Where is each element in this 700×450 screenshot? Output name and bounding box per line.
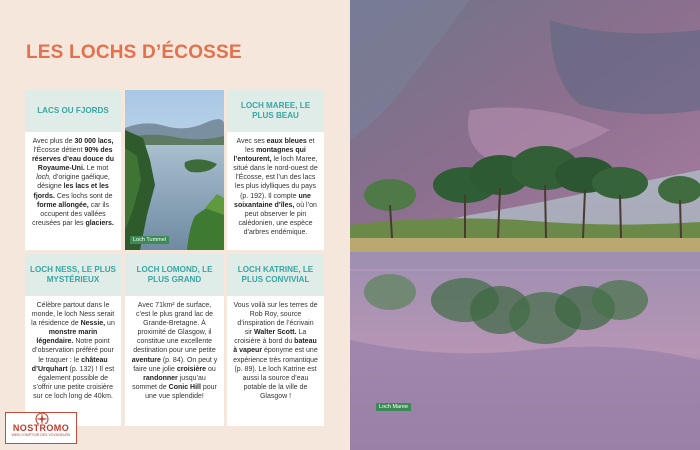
loch-maree-image bbox=[350, 0, 700, 450]
card-heading: LOCH KATRINE, LE PLUS CONVIVIAL bbox=[227, 254, 324, 296]
card-heading: LACS OU FJORDS bbox=[25, 90, 121, 132]
card-ness bbox=[25, 254, 121, 426]
card-heading: LOCH LOMOND, LE PLUS GRAND bbox=[125, 254, 224, 296]
card-body: Avec ses eaux bleues et les montagnes qui l’entourent, le loch Maree, situé dans le nord-ouest de l’Écosse, est l’un des lacs les plus idylliques du pays (p. 192). Il compte une soixantaine d’îles, où l’on peut observer le pin calédonien, une espèce d’arbres endémique. bbox=[227, 132, 324, 250]
logo-tagline: WEB COMPTOIR DES VOYAGEURS bbox=[11, 433, 71, 437]
loch-maree-photo bbox=[350, 0, 700, 450]
page-title: LES LOCHS D’ÉCOSSE bbox=[26, 42, 242, 63]
caption-loch-maree: Loch Maree bbox=[376, 403, 411, 411]
caption-loch-tummel: Loch Tummel bbox=[130, 236, 169, 244]
card-body: Avec plus de 30 000 lacs, l’Écosse détient 90% des réserves d’eau douce du Royaume-Uni. Le mot loch, d’origine gaélique, désigne les lacs et les fjords. Ces lochs sont de forme allongée, car ils occupent des vallées creusées par les glaciers. bbox=[25, 132, 121, 250]
card-lomond bbox=[125, 254, 224, 426]
card-katrine bbox=[227, 254, 324, 426]
nostromo-logo bbox=[5, 412, 77, 444]
card-fjords bbox=[25, 90, 121, 250]
card-heading: LOCH MAREE, LE PLUS BEAU bbox=[227, 90, 324, 132]
card-body: Vous voilà sur les terres de Rob Roy, source d’inspiration de l’écrivain sir Walter Scott. La croisière à bord du bateau à vapeur éponyme est une expérience très romantique (p. 89). Le loch Katrine est aussi la source d’eau potable de la ville de Glasgow ! bbox=[227, 296, 324, 426]
card-heading: LOCH NESS, LE PLUS MYSTÉRIEUX bbox=[25, 254, 121, 296]
card-body: Avec 71km² de surface, c’est le plus grand lac de Grande-Bretagne. À proximité de Glasgow, il constitue une excellente destination pour une petite aventure (p. 84). On peut y faire une jolie croisière ou randonner jusqu’au sommet de Conic Hill pour une vue splendide! bbox=[125, 296, 224, 426]
card-body: Célèbre partout dans le monde, le loch Ness serait la résidence de Nessie, un monstre marin légendaire. Notre point d’observation préféré pour le traquer : le château d’Urquhart (p. 132) ! Il est également possible de s’offrir une petite croisière sur ce loch long de 40km. bbox=[25, 296, 121, 426]
logo-name: NOSTROMO bbox=[12, 423, 70, 433]
compass-icon bbox=[27, 410, 57, 424]
card-maree bbox=[227, 90, 324, 250]
loch-tummel-photo bbox=[125, 90, 224, 250]
loch-tummel-image bbox=[125, 90, 224, 250]
